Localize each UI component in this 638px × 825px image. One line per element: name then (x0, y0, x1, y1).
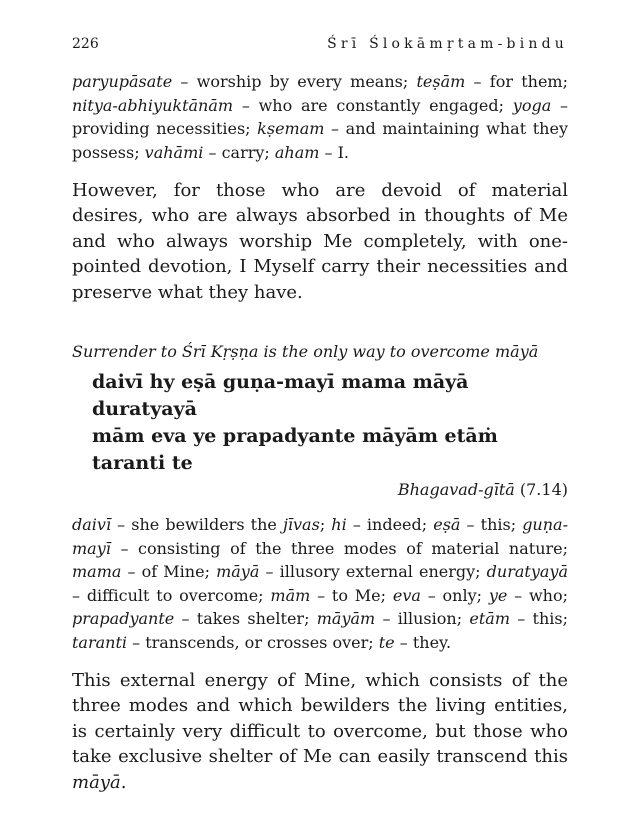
text-run: – this; (460, 515, 523, 535)
text-run: – they. (394, 632, 452, 652)
source-reference: (7.14) (514, 480, 568, 500)
gloss-term: prapadyante (72, 609, 175, 629)
text-run: – only; (420, 585, 489, 605)
verse-line-2: mām eva ye prapadyante māyām etāṁ taranti te (92, 425, 498, 475)
text-run: ; (319, 515, 332, 535)
gloss-term: te (378, 632, 395, 652)
gloss-term: guṇa-mayī (72, 515, 568, 558)
text-run: – this; (509, 609, 568, 629)
page-header (72, 36, 568, 56)
text-run: – worship by every means; (172, 72, 417, 91)
translation-paragraph-2 (72, 668, 568, 795)
gloss-term: māyā (216, 562, 260, 582)
page (72, 36, 568, 795)
gloss-term: mām (270, 585, 311, 605)
gloss-term: jīvas (282, 515, 320, 535)
text-run: – providing necessities; (72, 95, 568, 138)
text-run: – and maintaining what they possess; (72, 119, 568, 162)
text-run: – who; (507, 585, 568, 605)
text-run: – to Me; (310, 585, 393, 605)
text-run: . (120, 771, 127, 793)
gloss-term: māyā (72, 771, 121, 793)
gloss-term: nitya-abhiyuktānām (72, 95, 234, 115)
verse-source (72, 479, 568, 501)
text-run: – illusion; (375, 609, 470, 629)
gloss-term: eva (392, 585, 421, 605)
gloss-term: eṣā (433, 515, 461, 535)
gloss-term: vahāmi (144, 142, 204, 162)
text-run: – she bewilders the (111, 515, 283, 535)
text-run: – consisting of the three modes of material nature; (110, 538, 568, 558)
text-run: – indeed; (346, 515, 434, 535)
text-run: However, for those who are devoid of material desires, who are always absorbed in thoughts of Me and who always worship Me completely, with one-pointed devotion, I Myself carry their necessities and preserve what they have. (72, 180, 568, 303)
text-run: – transcends, or crosses over; (127, 632, 379, 652)
source-title: Bhagavad-gītā (397, 480, 515, 500)
text-run: – of Mine; (121, 562, 217, 582)
page-number: 226 (72, 36, 99, 52)
gloss-term: etām (469, 609, 510, 629)
gloss-term: māyām (316, 609, 376, 629)
text-run: – who are constantly engaged; (233, 95, 513, 115)
gloss-term: paryupāsate (72, 72, 173, 91)
gloss-term: duratyayā (486, 562, 568, 582)
gloss-term: daivī (72, 515, 112, 535)
gloss-term: aham (274, 142, 320, 162)
gloss-term: ye (488, 585, 508, 605)
gloss-term: kṣemam (257, 119, 325, 138)
running-title: Śrī Ślokāmṛtam-bindu (327, 36, 568, 52)
text-run: – carry; (203, 142, 275, 162)
text-run: – takes shelter; (174, 609, 317, 629)
section-heading: Surrender to Śrī Kṛṣṇa is the only way to overcome māyā (72, 342, 539, 362)
verse (72, 369, 568, 477)
gloss-term: mama (72, 562, 122, 582)
verse-line-1: daivī hy eṣā guṇa-mayī mama māyā duratyayā (92, 371, 469, 421)
word-gloss-1 (72, 70, 568, 164)
text-run: – difficult to overcome; (72, 585, 271, 605)
gloss-term: teṣām (416, 72, 466, 91)
gloss-term: yoga (512, 95, 552, 115)
text-run: – for them; (465, 72, 568, 91)
gloss-term: hi (331, 515, 347, 535)
translation-paragraph-1 (72, 178, 568, 305)
text-run: – illusory external energy; (259, 562, 487, 582)
gloss-term: taranti (72, 632, 128, 652)
word-gloss-2 (72, 513, 568, 654)
text-run: – I. (319, 142, 350, 162)
text-run: This external energy of Mine, which consists of the three modes and which bewilders the living entities, is certainly very difficult to overcome, but those who take exclusive shelter of Me can easily transcend this (72, 670, 568, 768)
